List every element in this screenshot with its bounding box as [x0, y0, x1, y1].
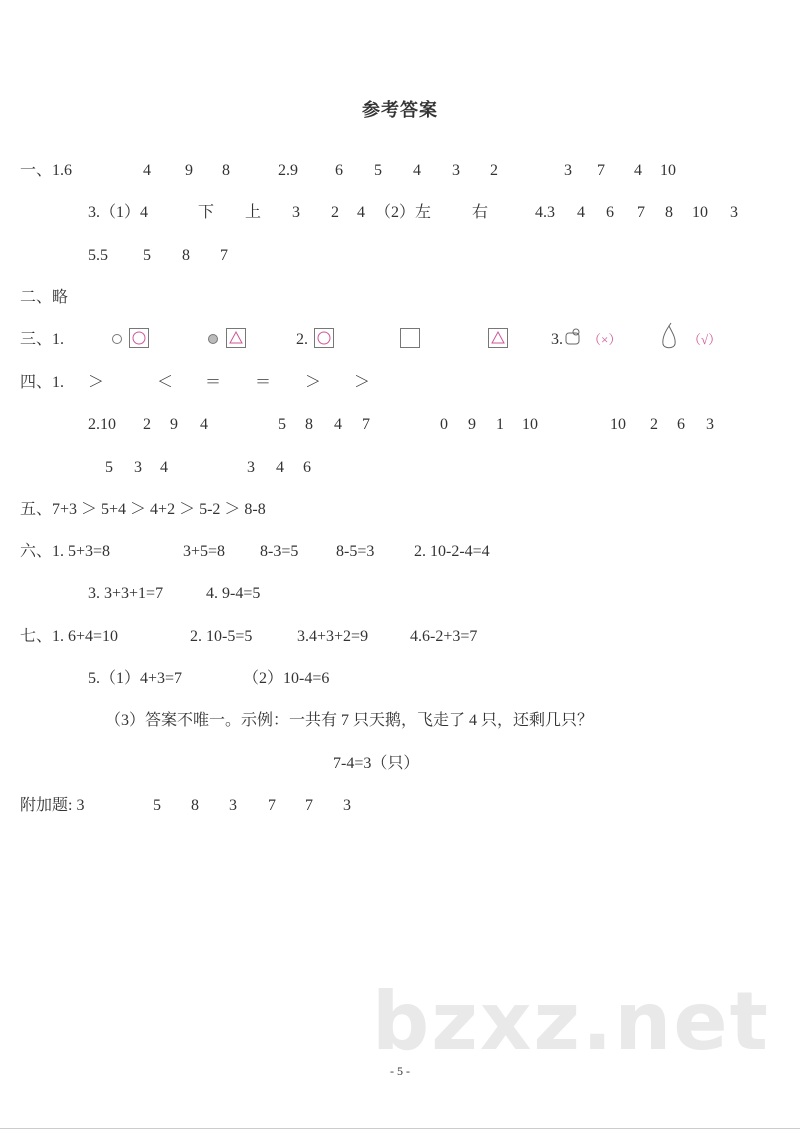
pear-icon	[660, 322, 678, 350]
answer-token: 七、1. 6+4=10	[20, 628, 119, 645]
answer-token: 3+5=8	[183, 543, 226, 560]
answer-token: 六、1. 5+3=8	[20, 543, 111, 560]
answer-token: （3）答案不唯一。示例：一共有 7 只天鹅，飞走了 4 只，还剩几只？	[105, 712, 594, 729]
circle-box-icon	[314, 328, 334, 348]
answer-token: 4	[200, 416, 208, 433]
answer-token: 2.10	[88, 416, 116, 433]
answer-token: 5	[143, 247, 151, 264]
answer-token: 7	[305, 797, 313, 814]
triangle-box-icon	[488, 328, 508, 348]
answer-token: 1	[496, 416, 504, 433]
answer-token: 5	[278, 416, 286, 433]
answer-token: 10	[660, 162, 676, 179]
answer-token: 2.	[296, 331, 308, 348]
answer-token: 三、1.	[20, 331, 65, 348]
answer-token: 5	[374, 162, 382, 179]
answer-token: 上	[245, 204, 262, 221]
answer-token: ＝	[255, 374, 272, 391]
answer-token: 4	[334, 416, 342, 433]
answer-token: 9	[170, 416, 178, 433]
answer-token: 8	[665, 204, 673, 221]
answer-token: ＜	[157, 374, 174, 391]
right-mark: （√）	[688, 332, 722, 347]
answer-token: 4	[276, 459, 284, 476]
answer-token: 3. 3+3+1=7	[88, 585, 164, 602]
answer-token: 3.	[551, 331, 563, 348]
answer-token: 10	[610, 416, 626, 433]
answer-token: 4.3	[535, 204, 555, 221]
answer-token: 7	[220, 247, 228, 264]
answer-token: 4	[143, 162, 151, 179]
answer-token: 6	[677, 416, 685, 433]
page-number: - 5 -	[390, 1064, 410, 1078]
answer-token: 4	[160, 459, 168, 476]
answer-token: 3	[343, 797, 351, 814]
answer-token: 3.4+3+2=9	[297, 628, 369, 645]
answer-token: 6	[303, 459, 311, 476]
answer-token: 8	[182, 247, 190, 264]
answer-token: 四、1.	[20, 374, 65, 391]
answer-token: 2.9	[278, 162, 298, 179]
page-bottom-border	[0, 1128, 800, 1129]
answer-token: 5.5	[88, 247, 108, 264]
answer-token: 附加题: 3	[20, 797, 85, 814]
answer-token: 5.（1）4+3=7	[88, 670, 183, 687]
answer-token: 一、1.6	[20, 162, 73, 179]
answer-token: ＞	[354, 374, 371, 391]
circle-box-icon	[129, 328, 149, 348]
answer-token: 2	[490, 162, 498, 179]
answer-token: ＞	[88, 374, 105, 391]
answer-token: 7	[637, 204, 645, 221]
answer-token: 2. 10-5=5	[190, 628, 253, 645]
answer-token: 3	[706, 416, 714, 433]
answer-token: （2）10-4=6	[243, 670, 330, 687]
answer-token: 6	[606, 204, 614, 221]
answer-token: 6	[335, 162, 343, 179]
page-title: 参考答案	[362, 100, 438, 121]
answer-token: 3	[564, 162, 572, 179]
answer-token: 8-5=3	[336, 543, 375, 560]
triangle-box-icon	[226, 328, 246, 348]
answer-token: 10	[692, 204, 708, 221]
answer-token: 7-4=3（只）	[333, 755, 420, 772]
small-circle-icon	[111, 333, 123, 345]
empty-box-icon	[400, 328, 420, 348]
answer-token: 3	[134, 459, 142, 476]
answer-token: 五、7+3 ＞ 5+4 ＞ 4+2 ＞ 5-2 ＞ 8-8	[20, 501, 266, 518]
watermark: bzxz.net	[372, 975, 770, 1068]
answer-token: （2）左	[375, 204, 432, 221]
answer-token: 3	[247, 459, 255, 476]
answer-token: 10	[522, 416, 538, 433]
answer-token: 3	[229, 797, 237, 814]
answer-token: 0	[440, 416, 448, 433]
answer-token: 4. 9-4=5	[206, 585, 261, 602]
answer-token: 右	[472, 204, 489, 221]
answer-token: 2. 10-2-4=4	[414, 543, 490, 560]
answer-token: ＞	[305, 374, 322, 391]
answer-token: 4	[634, 162, 642, 179]
bag-icon	[564, 328, 582, 346]
answer-token: 8	[191, 797, 199, 814]
answer-token: 8-3=5	[260, 543, 299, 560]
answer-token: 3.（1）4	[88, 204, 149, 221]
answer-token: 2	[331, 204, 339, 221]
answer-token: 2	[650, 416, 658, 433]
answer-token: 4	[357, 204, 365, 221]
answer-token: 2	[143, 416, 151, 433]
answer-token: 下	[198, 204, 215, 221]
answer-token: 5	[105, 459, 113, 476]
answer-token: 二、略	[20, 289, 69, 306]
answer-token: 9	[185, 162, 193, 179]
answer-token: 5	[153, 797, 161, 814]
answer-token: 3	[292, 204, 300, 221]
answer-token: 3	[730, 204, 738, 221]
answer-token: 4	[413, 162, 421, 179]
answer-token: ＝	[205, 374, 222, 391]
filled-circle-icon	[207, 333, 219, 345]
answer-token: 7	[362, 416, 370, 433]
answer-token: 8	[305, 416, 313, 433]
answer-token: 9	[468, 416, 476, 433]
answer-token: 4	[577, 204, 585, 221]
answer-token: 4.6-2+3=7	[410, 628, 478, 645]
answer-token: 8	[222, 162, 230, 179]
answer-token: 7	[268, 797, 276, 814]
wrong-mark: （×）	[588, 332, 622, 347]
answer-token: 3	[452, 162, 460, 179]
answer-token: 7	[597, 162, 605, 179]
